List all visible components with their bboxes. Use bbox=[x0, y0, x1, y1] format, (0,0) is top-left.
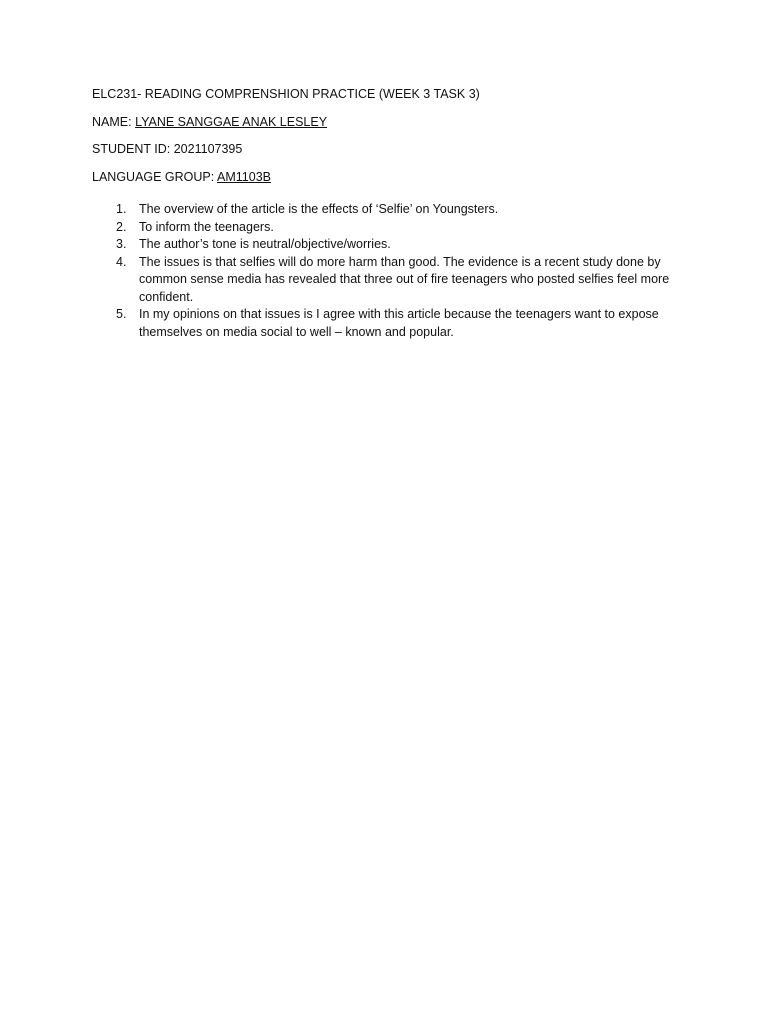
answer-list bbox=[92, 201, 672, 341]
list-item-number: 1. bbox=[116, 202, 127, 216]
list-item-number: 4. bbox=[116, 254, 127, 269]
language-group-value: AM1103B bbox=[217, 169, 271, 184]
list-item-text: In my opinions on that issues is I agree with this article because the teenagers want to expose themselves on media social to well – known and popular. bbox=[139, 307, 659, 339]
list-item bbox=[92, 236, 672, 254]
student-id-value: 2021107395 bbox=[173, 142, 243, 156]
list-item bbox=[92, 254, 672, 307]
list-item-text: The overview of the article is the effects of ‘Selfie’ on Youngsters. bbox=[139, 202, 499, 216]
list-item-text: To inform the teenagers. bbox=[139, 219, 274, 234]
document-content bbox=[92, 86, 672, 341]
name-line bbox=[92, 114, 672, 132]
list-item-number: 3. bbox=[116, 237, 127, 251]
list-item-text: The issues is that selfies will do more harm than good. The evidence is a recent study done by common sense media has revealed that three out of fire teenagers who posted selfies feel more confident. bbox=[139, 254, 670, 304]
document-title bbox=[92, 86, 672, 104]
list-item-number: 2. bbox=[116, 219, 127, 234]
name-value: LYANE SANGGAE ANAK LESLEY bbox=[135, 114, 328, 129]
list-item bbox=[92, 219, 672, 237]
language-group-line bbox=[92, 169, 672, 187]
language-group-label: LANGUAGE GROUP: bbox=[92, 169, 218, 184]
list-item-text: The author’s tone is neutral/objective/worries. bbox=[139, 237, 391, 251]
list-item bbox=[92, 306, 672, 341]
title-text: ELC231- READING COMPRENSHION PRACTICE (WEEK 3 TASK 3) bbox=[92, 87, 480, 101]
list-item-number: 5. bbox=[116, 307, 127, 321]
list-item bbox=[92, 201, 672, 219]
name-label: NAME: bbox=[92, 114, 136, 129]
student-id-line bbox=[92, 141, 672, 159]
student-id-label: STUDENT ID: bbox=[92, 142, 174, 156]
